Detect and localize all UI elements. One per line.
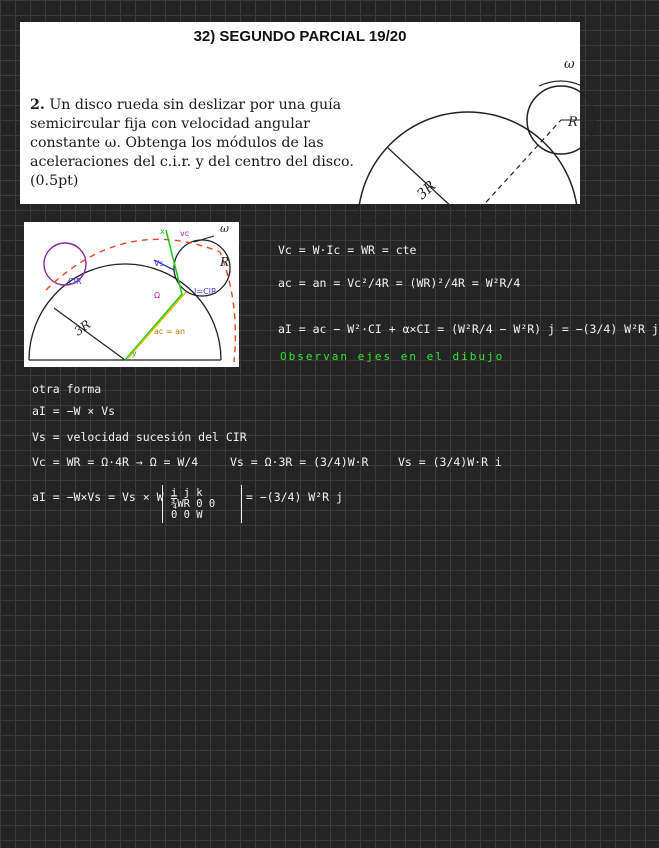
omega-label: ω (564, 57, 575, 72)
omega-big-label: Ω (154, 291, 161, 300)
cir-label: CIR (68, 277, 82, 286)
alt-line-3b: Vs = Ω·3R = (3/4)W·R (230, 455, 369, 469)
axes-note: Observan ejes en el dibujo (280, 350, 505, 363)
radius-label: R (568, 115, 578, 130)
problem-card (20, 22, 580, 204)
problem-number: 2. (30, 97, 45, 113)
problem-figure (354, 50, 578, 222)
big-radius-line (54, 308, 125, 360)
solution-line-2: ac = an = Vc²/4R = (WR)²/4R = W²R/4 (278, 276, 521, 290)
problem-statement (30, 96, 360, 191)
alt-line-1: aI = −W × Vs (32, 404, 116, 418)
y-axis-label: y (132, 349, 137, 358)
radius-label: R (220, 255, 230, 269)
big-radius-label: 3R (413, 178, 440, 203)
i-cir-label: I=CIR (194, 287, 217, 296)
page-title: 32) SEGUNDO PARCIAL 19/20 (193, 28, 407, 45)
alt-line-2: Vs = velocidad sucesión del CIR (32, 430, 247, 444)
solution-line-3: aI = ac − W²·CI + α×CI = (W²R/4 − W²R) j = −(3/4) W²R j (278, 322, 659, 336)
vs-label: Vs (154, 259, 164, 268)
problem-text: Un disco rueda sin deslizar por una guía semicircular fija con velocidad angular constante ω. Obtenga los módulos de las aceleraciones del c.i.r. y del centro del disco. (0.5pt) (30, 97, 354, 189)
ac-an-label: ac = an (154, 327, 186, 336)
det-row-1: i j k (171, 487, 203, 499)
alt-method-title: otra forma (32, 382, 102, 396)
omega-label: ω (220, 222, 229, 235)
alt-line-3c: Vs = (3/4)W·R i (398, 455, 502, 469)
big-radius-label: 3R (71, 317, 94, 339)
det-row-2: ¾WR 0 0 (171, 498, 216, 510)
determinant (162, 485, 242, 523)
annotated-figure (24, 222, 239, 367)
det-row-3: 0 0 W (171, 509, 203, 521)
omega-arrow (539, 81, 582, 86)
solution-line-1: Vc = W·Ic = WR = cte (278, 243, 417, 257)
vc-label: vc (180, 229, 190, 238)
semicircle-guide (358, 112, 578, 222)
alt-result: = −(3/4) W²R j (246, 490, 343, 504)
x-axis-label: x (160, 227, 165, 236)
alt-line-4: aI = −W×Vs = Vs × W = (32, 490, 178, 504)
center-dashed-line (468, 120, 561, 222)
alt-line-3: Vc = WR = Ω·4R → Ω = W/4 (32, 455, 199, 469)
